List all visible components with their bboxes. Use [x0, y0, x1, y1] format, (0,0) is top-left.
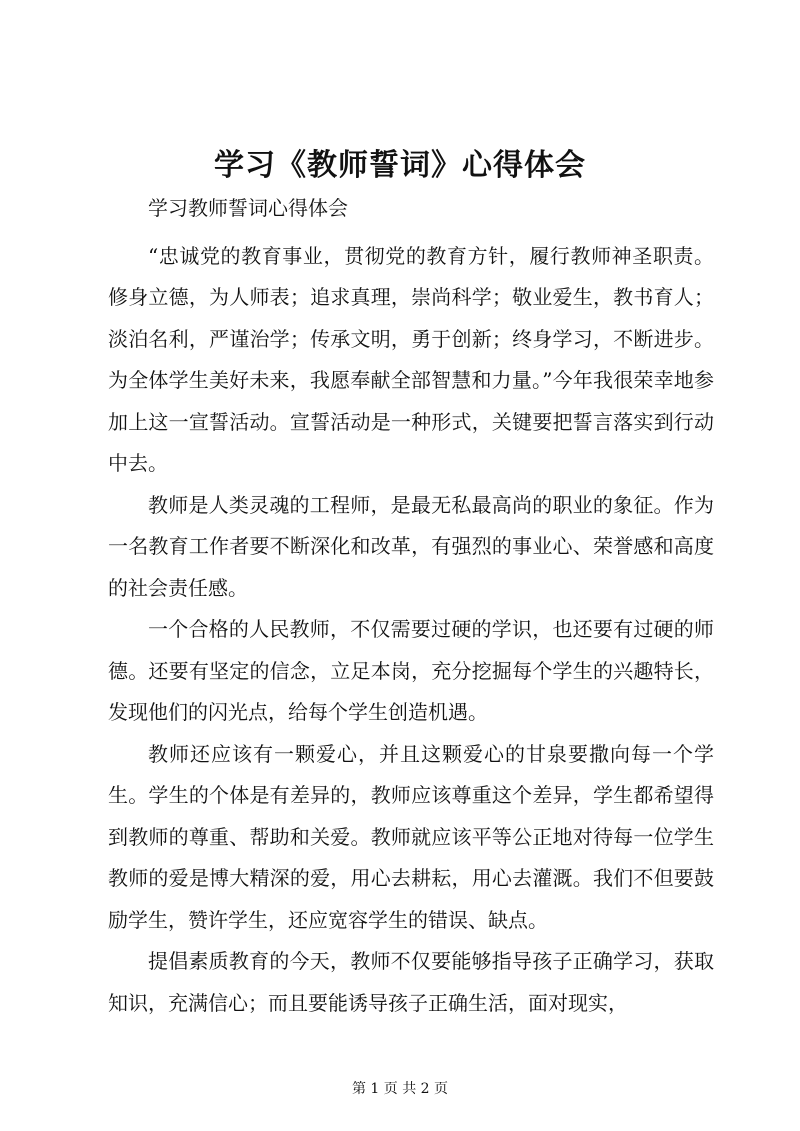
- body-paragraph: 一个合格的人民教师，不仅需要过硬的学识，也还要有过硬的师德。还要有坚定的信念，立足本岗，充分挖掘每个学生的兴趣特长，发现他们的闪光点，给每个学生创造机遇。: [108, 617, 714, 724]
- body-paragraph: 教师还应该有一颗爱心，并且这颗爱心的甘泉要撒向每一个学生。学生的个体是有差异的，教师应该尊重这个差异，学生都希望得到教师的尊重、帮助和关爱。教师就应该平等公正地对待每一位学生教师的爱是博大精深的爱，用心去耕耘，用心去灌溉。我们不但要鼓励学生，赞许学生，还应宽容学生的错误、缺点。: [108, 741, 714, 932]
- body-paragraph: 教师是人类灵魂的工程师，是最无私最高尚的职业的象征。作为一名教育工作者要不断深化和改革，有强烈的事业心、荣誉感和高度的社会责任感。: [108, 492, 714, 600]
- document-body: [108, 188, 714, 1024]
- oath-paragraph: “忠诚党的教育事业，贯彻党的教育方针，履行教师神圣职责。修身立德，为人师表；追求真理，崇尚科学；敬业爱生，教书育人；淡泊名利，严谨治学；传承文明，勇于创新；终身学习，不断进步。为全体学生美好未来，我愿奉献全部智慧和力量。”今年我很荣幸地参加上这一宣誓活动。宣誓活动是一种形式，关键要把誓言落实到行动中去。: [108, 243, 714, 475]
- document-title: 学习《教师誓词》心得体会: [214, 148, 586, 183]
- subtitle-paragraph: 学习教师誓词心得体会: [148, 196, 348, 220]
- body-paragraph: 提倡素质教育的今天，教师不仅要能够指导孩子正确学习，获取知识，充满信心；而且要能诱导孩子正确生活，面对现实，: [108, 949, 714, 1015]
- page-footer: 第 1 页 共 2 页: [351, 1081, 449, 1097]
